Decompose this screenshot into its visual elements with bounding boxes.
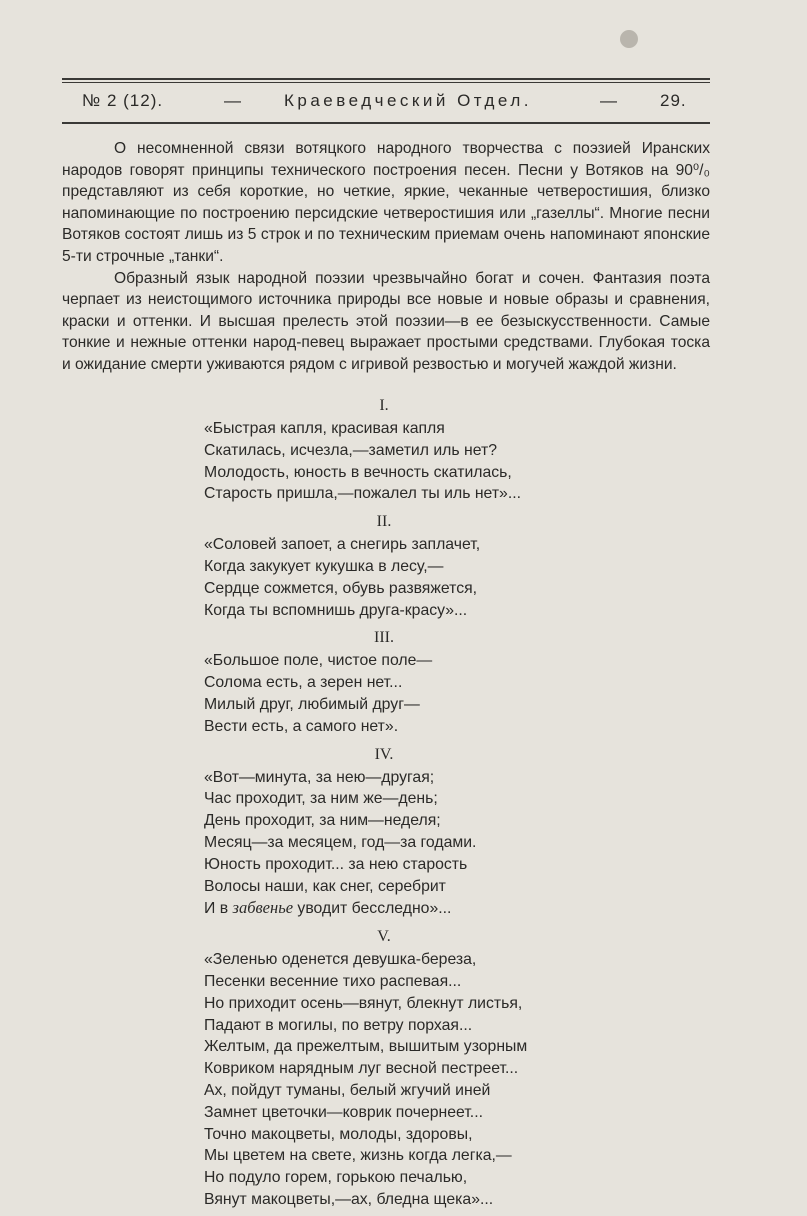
verse-line: Скатилась, исчезла,—заметил иль нет? (204, 441, 498, 459)
verse-line: Молодость, юность в вечность скатилась, (204, 463, 512, 481)
verse-line: Ковриком нарядным луг весной пестреет... (204, 1060, 519, 1078)
verse-line: Вести есть, а самого нет». (204, 717, 399, 735)
song-stanza (204, 767, 624, 921)
verse-line: Когда ты вспомнишь друга-красу»... (204, 601, 468, 619)
header-top-rule-thin (62, 82, 710, 83)
body-text (62, 138, 710, 376)
verse-text: И в (204, 900, 233, 918)
verse-line: Юность проходит... за нею старость (204, 855, 468, 873)
song-numeral: II. (376, 513, 392, 531)
verse-line: Песенки весенние тихо распевая... (204, 972, 462, 990)
song-stanza (204, 534, 624, 621)
song-stanza (204, 650, 624, 737)
song-numeral: V. (377, 928, 391, 946)
song-numeral: III. (374, 629, 394, 647)
verse-line: Сердце сожмется, обувь развяжется, (204, 579, 478, 597)
paragraph: Образный язык народной поэзии чрезвычайно богат и сочен. Фантазия поэта черпает из неистощимого источника природы все новые и новые образы и сравнения, краски и оттенки. И высшая прелесть этой поэзии—в ее безыскусственности. Самые тонкие и нежные оттенки народ-певец выражает простыми средствами. Глубокая тоска и ожидание смерти уживаются рядом с игривой резвостью и могучей жаждой жизни. (62, 269, 710, 373)
paragraph: О несомненной связи вотяцкого народного творчества с поэзией Иранских народов говорят принципы технического построения песен. Песни у Вотяков на 90⁰/₀ представляют из себя короткие, но четкие, яркие, чеканные четверостишия, близко напоминающие по построению персидские четверостишия или „газеллы“. Многие песни Вотяков состоят лишь из 5 строк и по техническим приемам очень напоминают японские 5-ти строчные „танки“. (62, 140, 710, 265)
song-collection (204, 394, 624, 1216)
verse-text: уводит бесследно»... (293, 900, 452, 918)
verse-line (204, 897, 624, 920)
verse-line: Вянут макоцветы,—ах, бледна щека»... (204, 1190, 494, 1208)
song-numeral: I. (379, 397, 389, 414)
verse-line: «Вот—минута, за нею—другая; (204, 768, 435, 786)
verse-line: Месяц—за месяцем, год—за годами. (204, 833, 477, 851)
verse-line: Волосы наши, как снег, серебрит (204, 877, 446, 895)
verse-line: День проходит, за ним—неделя; (204, 812, 441, 830)
verse-line: «Большое поле, чистое поле— (204, 652, 433, 670)
song-stanza (204, 949, 624, 1211)
header-bottom-rule (62, 122, 710, 124)
verse-line: Когда закукует кукушка в лесу,— (204, 557, 444, 575)
verse-line: Мы цветем на свете, жизнь когда легка,— (204, 1147, 512, 1165)
header-top-rule (62, 78, 710, 80)
page-number: 29. (660, 91, 687, 110)
verse-line: «Соловей запоет, а снегирь заплачет, (204, 536, 481, 554)
header-dash-left: — (224, 91, 242, 110)
verse-line: «Быстрая капля, красивая капля (204, 420, 445, 437)
verse-line: Ах, пойдут туманы, белый жгучий иней (204, 1081, 491, 1099)
verse-line: Час проходит, за ним же—день; (204, 790, 438, 808)
verse-line: Замнет цветочки—коврик почернеет... (204, 1103, 483, 1121)
verse-line: Желтым, да прежелтым, вышитым узорным (204, 1038, 528, 1056)
header-dash-right: — (600, 91, 618, 110)
song-numeral: IV. (374, 745, 394, 763)
issue-number: № 2 (12). (82, 91, 164, 110)
verse-line: Но подуло горем, горькою печалью, (204, 1169, 468, 1187)
italic-word: забвенье (232, 898, 294, 918)
running-header (62, 88, 710, 116)
verse-line: Падают в могилы, по ветру порхая... (204, 1016, 473, 1034)
section-title: Краеведческий Отдел. (284, 91, 532, 110)
verse-line: Солома есть, а зерен нет... (204, 674, 403, 692)
song-stanza (204, 418, 624, 505)
verse-line: «Зеленью оденется девушка-береза, (204, 951, 477, 969)
verse-line: Старость пришла,—пожалел ты иль нет»... (204, 485, 522, 503)
verse-line: Милый друг, любимый друг— (204, 695, 420, 713)
verse-line: Но приходит осень—вянут, блекнут листья, (204, 994, 523, 1012)
verse-line: Точно макоцветы, молоды, здоровы, (204, 1125, 473, 1143)
paper-stain (620, 30, 638, 48)
